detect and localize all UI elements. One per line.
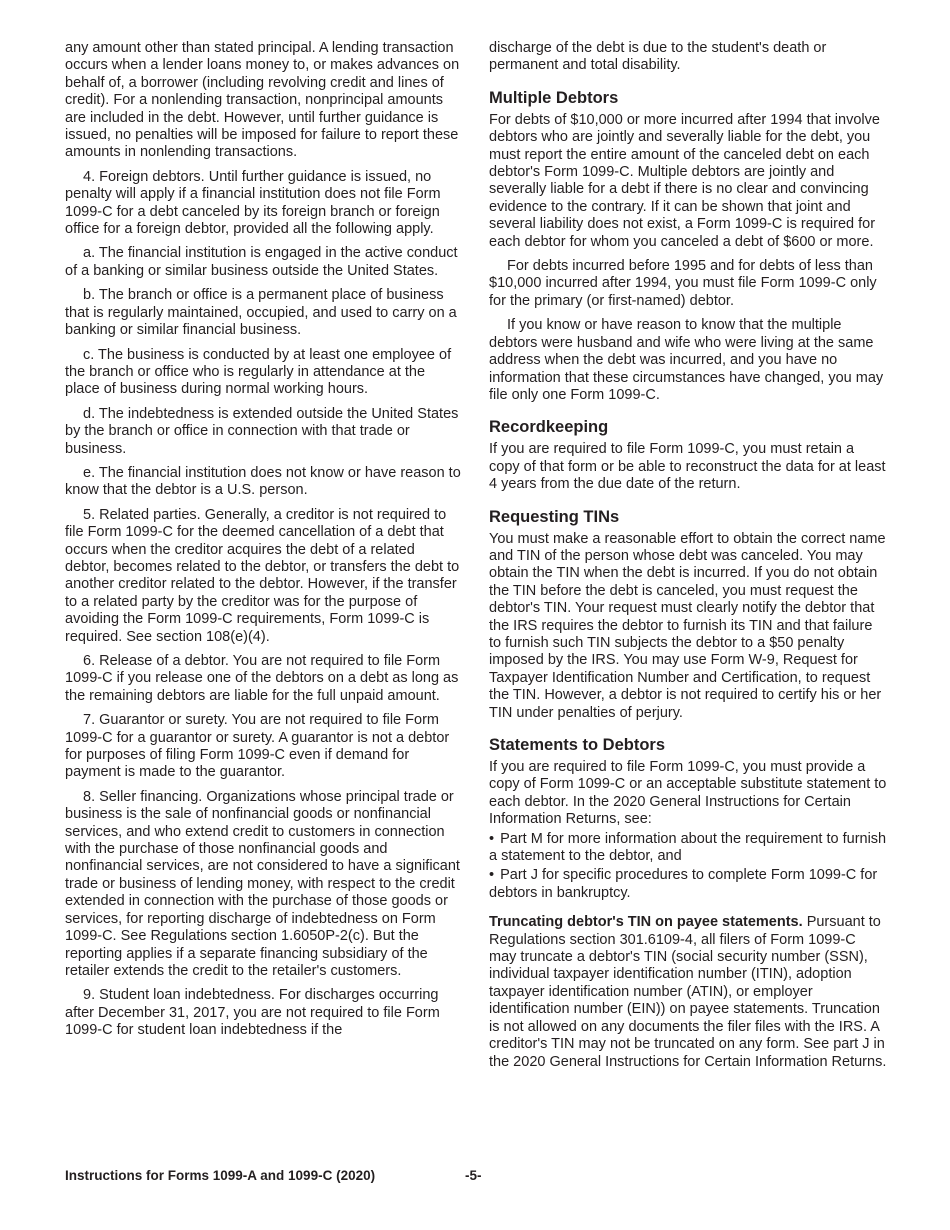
paragraph: d. The indebtedness is extended outside the United States by the branch or office in connection with that trade or business. (65, 405, 459, 457)
paragraph-truncating (489, 914, 887, 1071)
heading-multiple-debtors: Multiple Debtors (489, 88, 619, 107)
paragraph-seller-financing: 8. Seller financing. Organizations whose principal trade or business is the sale of nonfinancial goods or nonfinancial services, and who extend credit to customers in connection with the purchase of those nonfinancial goods and nonfinancial services, are not considered to have a significant trade or business of lending money, with respect to the credit extended in connection with the purchase of those goods or services, for reporting discharge of indebtedness on Form 1099-C. See Regulations section 1.6050P-2(c). But the reporting applies if a separate financing subsidiary of the retailer extends the credit to the retailer's customers. (65, 788, 460, 979)
truncating-text: Pursuant to Regulations section 301.6109-4, all filers of Form 1099-C may truncate a debtor's TIN (social security number (SSN), individual taxpayer identification number (ITIN), adoption taxpayer identification number (ATIN), or employer identification number (EIN)) on payee statements. Truncation is not allowed on any documents the filer files with the IRS. A creditor's TIN may not be truncated on any form. See part J in the 2020 General Instructions for Certain Information Returns. (489, 914, 887, 1070)
paragraph: discharge of the debt is due to the student's death or permanent and total disability. (489, 40, 827, 74)
paragraph: a. The financial institution is engaged in the active conduct of a banking or similar business outside the United States. (65, 245, 458, 279)
paragraph: If you know or have reason to know that the multiple debtors were husband and wife who were living at the same address when the debt was incurred, and you have no information that these circumstances have changed, you may file only one Form 1099-C. (489, 317, 884, 403)
paragraph: If you are required to file Form 1099-C, you must provide a copy of Form 1099-C or an acceptable substitute statement to each debtor. In the 2020 General Instructions for Certain Information Returns, see: (489, 759, 887, 828)
paragraph: For debts of $10,000 or more incurred after 1994 that involve debtors who are jointly and severally liable for the debt, you must report the entire amount of the canceled debt on each debtor's Form 1099-C. Multiple debtors are jointly and severally liable for a debt if there is no clear and convincing evidence to the contrary. If it can be shown that joint and several liability does not exist, a Form 1099-C is required for each debtor for whom you canceled a debt of $600 or more. (489, 111, 880, 250)
paragraph-foreign-debtors: 4. Foreign debtors. Until further guidance is issued, no penalty will apply if a financial institution does not file Form 1099-C for a debt canceled by its foreign branch or foreign office for a foreign debtor, provided all the following apply. (65, 168, 441, 238)
heading-statements-to-debtors: Statements to Debtors (489, 736, 666, 754)
right-column (489, 40, 887, 1078)
page-number: -5- (465, 1168, 482, 1183)
heading-recordkeeping: Recordkeeping (489, 418, 609, 437)
paragraph: If you are required to file Form 1099-C, you must retain a copy of that form or be able to reconstruct the data for at least 4 years from the due date of the return. (489, 441, 886, 493)
bullet-item: • Part M for more information about the requirement to furnish a statement to the debtor, and (489, 831, 887, 866)
paragraph-related-parties: 5. Related parties. Generally, a creditor is not required to file Form 1099-C for the deemed cancellation of a debt that occurs when the creditor acquires the debt of a related debtor, becomes related to the debtor, or transfers the debt to another creditor related to the debtor. However, if the transfer to a related party by the creditor was for the purpose of avoiding the Form 1099-C requirements, Form 1099-C is required. See section 108(e)(4). (65, 506, 460, 645)
paragraph: You must make a reasonable effort to obtain the correct name and TIN of the person whose debt was canceled. You may obtain the TIN when the debt is incurred. If you do not obtain the TIN before the debt is canceled, you must request the debtor's TIN. Your request must clearly notify the debtor that the IRS requires the debtor to furnish its TIN and that failure to furnish such TIN subjects the debtor to a $50 penalty imposed by the IRS. You may use Form W-9, Request for Taxpayer Identification Number and Certification, to request the TIN. However, a debtor is not required to certify his or her TIN under penalties of perjury. (489, 530, 886, 721)
paragraph: b. The branch or office is a permanent place of business that is regularly maintained, occupied, and used to carry on a banking or similar financial business. (65, 287, 457, 339)
truncating-heading: Truncating debtor's TIN on payee statements. (489, 914, 803, 931)
bullet-item: • Part J for specific procedures to complete Form 1099-C for debtors in bankruptcy. (489, 867, 887, 902)
paragraph: For debts incurred before 1995 and for debts of less than $10,000 incurred after 1994, you must file Form 1099-C only for the primary (or first-named) debtor. (489, 258, 877, 309)
paragraph-guarantor: 7. Guarantor or surety. You are not required to file Form 1099-C for a guarantor or surety. A guarantor is not a debtor for purposes of filing Form 1099-C even if demand for payment is made to the guarantor. (65, 712, 450, 781)
paragraph-student-loan: 9. Student loan indebtedness. For discharges occurring after December 31, 2017, you are not required to file Form 1099-C for student loan indebtedness if the (65, 987, 440, 1039)
paragraph: any amount other than stated principal. A lending transaction occurs when a lender loans money to, or makes advances on behalf of, a borrower (including revolving credit and lines of credit). For a nonlending transaction, nonprincipal amounts are included in the debt. However, until further guidance is issued, no penalties will be imposed for failure to report these amounts in nonlending transactions. (65, 40, 460, 161)
left-column (65, 40, 463, 1047)
paragraph-release-of-debtor: 6. Release of a debtor. You are not required to file Form 1099-C if you release one of the debtors on a debt as long as the remaining debtors are liable for the full unpaid amount. (65, 653, 459, 704)
heading-requesting-tins: Requesting TINs (489, 507, 620, 526)
paragraph: e. The financial institution does not know or have reason to know that the debtor is a U.S. person. (65, 464, 461, 499)
paragraph: c. The business is conducted by at least one employee of the branch or office who is regularly in attendance at the place of business during normal working hours. (65, 346, 452, 398)
footer-title: Instructions for Forms 1099-A and 1099-C (2020) (65, 1168, 376, 1183)
